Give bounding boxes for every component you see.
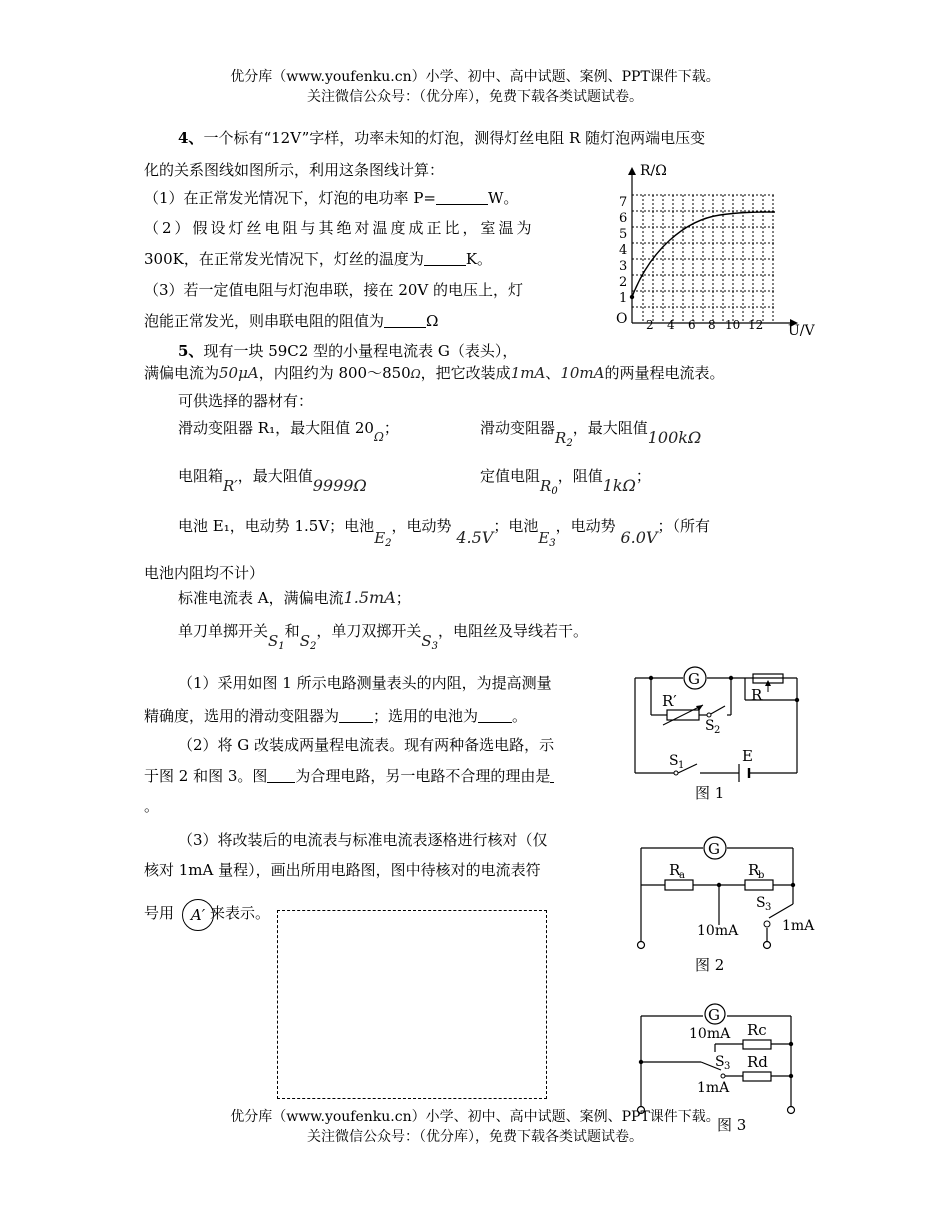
answer-drawing-box[interactable] — [277, 910, 547, 1099]
switch-and: 和 — [284, 622, 300, 640]
footer-line-2: 关注微信公众号：（优分库），免费下载各类试题试卷。 — [307, 1129, 643, 1145]
ammeter-value: 1.5mA — [343, 588, 396, 607]
figure-1-caption: 图 1 — [695, 784, 725, 802]
fig2-g-label: G — [708, 840, 720, 858]
fig1-e-label: E — [742, 747, 753, 765]
resistor-rb — [745, 880, 773, 890]
header-line-2: 关注微信公众号：（优分库），免费下载各类试题试卷。 — [307, 89, 643, 105]
range-10ma: 10mA — [560, 364, 605, 382]
q5-part-1-a: （1）采用如图 1 所示电路测量表头的内阻，为提高测量 — [178, 674, 552, 692]
q4-part-2-a: （2）假设灯丝电阻与其绝对温度成正比，室温为 — [144, 219, 535, 237]
ohm-symbol: Ω — [410, 367, 421, 381]
graph-origin: O — [616, 311, 628, 327]
equipment-r0-a: 定值电阻 — [480, 467, 541, 485]
x-tick-12: 12 — [748, 318, 764, 332]
resistor-rc — [743, 1040, 771, 1049]
battery-note: ；（所有 — [657, 517, 710, 535]
q5-part-2-d: 。 — [144, 797, 160, 815]
q5-part-3-a: （3）将改装后的电流表与标准电流表逐格进行核对（仅 — [178, 831, 548, 849]
q5-equipment-intro: 可供选择的器材有： — [178, 392, 314, 410]
y-tick-7: 7 — [619, 195, 628, 210]
equipment-r0 — [480, 466, 651, 502]
x-tick-8: 8 — [708, 318, 716, 332]
fig1-rprime-label: R′ — [662, 692, 677, 710]
footer-line-1: 优分库（www.youfenku.cn）小学、初中、高中试题、案例、PPT课件下载。 — [230, 1109, 720, 1125]
equipment-r2 — [480, 418, 701, 454]
fig1-r-label: R — [751, 686, 763, 704]
q5-line-2 — [144, 363, 724, 384]
answer-blank[interactable] — [424, 251, 466, 266]
fig2-rb-sub: b — [758, 870, 765, 881]
fig2-s3-sub: 3 — [765, 902, 772, 913]
r1-ohm-symbol: Ω — [373, 430, 384, 444]
q4-number: 4、 — [178, 129, 204, 147]
r0-value: 1kΩ — [602, 476, 636, 495]
q5-number: 5、 — [178, 342, 204, 360]
ammeter-a-prime-symbol: A′ — [182, 899, 214, 931]
q4-part-3-c: Ω — [426, 312, 439, 330]
fig2-10ma-label: 10mA — [697, 923, 739, 939]
equipment-r1-end: ； — [383, 419, 399, 437]
box-symbol: R′ — [223, 477, 238, 495]
s3-subscript: 3 — [431, 641, 439, 652]
fig1-s1-label: S — [669, 753, 679, 769]
q5-stem-2a: 满偏电流为 — [144, 364, 220, 382]
q5-part-3-d: 来表示。 — [210, 904, 271, 922]
r2-value: 100kΩ — [647, 428, 702, 447]
switch-text-a: 单刀单掷开关 — [178, 622, 269, 640]
q5-part-2-c: 为合理电路，另一电路不合理的理由是 — [295, 767, 551, 785]
equipment-switches — [178, 621, 588, 657]
full-scale-current: 50μA — [219, 364, 259, 382]
battery-e1: 电池 E₁，电动势 1.5V；电池 — [178, 517, 375, 535]
equipment-box-a: 电阻箱 — [178, 467, 224, 485]
x-tick-4: 4 — [667, 318, 675, 332]
r0-subscript: 0 — [551, 486, 558, 497]
equipment-box-b: ，最大阻值 — [237, 467, 313, 485]
q5-stem-1: 现有一块 59C2 型的小量程电流表 G（表头）， — [203, 342, 518, 360]
y-tick-3: 3 — [619, 259, 628, 274]
r2-subscript: 2 — [566, 438, 573, 449]
q5-stem-2c: ，把它改装成 — [420, 364, 511, 382]
q4-stem-1: 一个标有“12V”字样，功率未知的灯泡，测得灯丝电阻 R 随灯泡两端电压变 — [203, 129, 706, 147]
resistor-rd — [743, 1072, 771, 1081]
fig3-s3-sub: 3 — [724, 1061, 731, 1072]
fig2-ra-label: R — [669, 861, 681, 879]
q5-part-1 — [144, 706, 527, 726]
ammeter-text: 标准电流表 A，满偏电流 — [178, 589, 344, 607]
equipment-batteries — [178, 516, 710, 554]
q4-part-1 — [144, 188, 518, 208]
fig3-1ma-label: 1mA — [697, 1080, 730, 1096]
q5-part-2 — [144, 766, 554, 786]
answer-blank[interactable] — [267, 768, 295, 783]
r0-symbol: R — [540, 477, 552, 495]
x-axis-label: U/V — [788, 323, 815, 339]
equipment-r1-text: 滑动变阻器 R₁，最大阻值 20 — [178, 419, 374, 437]
q5-part-1-d: 。 — [512, 707, 528, 725]
equipment-r0-b: ，阻值 — [557, 467, 603, 485]
curve-start-point — [630, 295, 634, 299]
e2-subscript: 2 — [385, 538, 392, 549]
range-1ma: 1mA — [510, 364, 546, 382]
battery-note-end: 电池内阻均不计） — [144, 564, 265, 582]
s2-subscript: 2 — [309, 641, 317, 652]
x-tick-6: 6 — [688, 318, 696, 332]
fig2-1ma-label: 1mA — [782, 918, 815, 934]
figure-2-caption: 图 2 — [695, 956, 725, 974]
fig3-g-label: G — [708, 1006, 720, 1024]
y-tick-5: 5 — [619, 227, 628, 242]
q4-part-3-b: 泡能正常发光，则串联电阻的阻值为 — [144, 312, 385, 330]
q5-part-3-c: 号用 — [144, 904, 175, 922]
switch-text-c: ，电阻丝及导线若干。 — [438, 622, 589, 640]
q4-part-3-a: （3）若一定值电阻与灯泡串联，接在 20V 的电压上，灯 — [144, 281, 524, 299]
fig2-ra-sub: a — [679, 870, 685, 881]
e2-value: 4.5V — [456, 528, 494, 547]
q5-stem-2d: 的两量程电流表。 — [604, 364, 725, 382]
box-value: 9999Ω — [312, 476, 367, 495]
fig2-terminal-right — [764, 942, 771, 949]
y-tick-2: 2 — [619, 275, 628, 290]
y-axis-arrow-icon — [628, 167, 636, 175]
equipment-r1 — [178, 418, 399, 447]
fig3-rd-label: Rd — [747, 1053, 768, 1071]
equipment-ammeter — [178, 588, 411, 608]
fig3-rc-label: Rc — [747, 1021, 767, 1039]
equipment-box — [178, 466, 367, 496]
q4-part-2-b: 300K，在正常发光情况下，灯丝的温度为 — [144, 250, 424, 268]
q5-part-3-b: 核对 1mA 量程），画出所用电路图，图中待核对的电流表符 — [144, 861, 541, 879]
q5-part-1-b: 精确度，选用的滑动变阻器为 — [144, 707, 340, 725]
r2-symbol: R — [555, 429, 567, 447]
y-tick-6: 6 — [619, 211, 628, 226]
answer-blank[interactable] — [436, 190, 488, 205]
battery-e3-emf: ，电动势 — [555, 517, 616, 535]
fig1-s1-sub: 1 — [678, 760, 685, 771]
r-u-graph — [610, 155, 825, 340]
range-separator: 、 — [545, 364, 561, 382]
figure-2-circuit — [625, 830, 825, 980]
fig2-s3-label: S — [756, 895, 766, 911]
q4-part-2-c: K。 — [465, 250, 493, 268]
answer-blank[interactable] — [478, 708, 512, 723]
s3-symbol: S — [421, 632, 432, 650]
y-tick-1: 1 — [619, 291, 628, 306]
q4-line-1 — [178, 128, 705, 148]
q4-part-2 — [144, 249, 492, 269]
fig2-rb-label: R — [748, 861, 760, 879]
battery-e2-emf: ，电动势 — [391, 517, 452, 535]
figure-1-circuit — [625, 660, 815, 810]
fig1-g-label: G — [688, 670, 700, 688]
x-tick-10: 10 — [725, 318, 741, 332]
fig2-terminal-left — [638, 942, 645, 949]
answer-blank[interactable] — [550, 768, 554, 783]
header-line-1: 优分库（www.youfenku.cn）小学、初中、高中试题、案例、PPT课件下载。 — [230, 69, 720, 85]
y-tick-4: 4 — [619, 243, 628, 258]
e3-value: 6.0V — [620, 528, 658, 547]
q5-part-1-c: ；选用的电池为 — [373, 707, 479, 725]
figure-3-caption: 图 3 — [717, 1116, 747, 1134]
equipment-r2-b: ，最大阻值 — [572, 419, 648, 437]
q4-part-1-b: W。 — [487, 189, 519, 207]
fig1-s2-sub: 2 — [714, 725, 721, 736]
resistor-ra — [665, 880, 693, 890]
s1-symbol: S — [268, 632, 279, 650]
answer-blank[interactable] — [384, 313, 426, 328]
q4-part-1-a: （1）在正常发光情况下，灯泡的电功率 P= — [144, 189, 436, 207]
q5-part-2-b: 于图 2 和图 3。图 — [144, 767, 268, 785]
fig1-s2-label: S — [705, 718, 715, 734]
s2-symbol: S — [299, 632, 310, 650]
ammeter-end: ； — [395, 589, 411, 607]
equipment-r2-a: 滑动变阻器 — [480, 419, 556, 437]
x-tick-2: 2 — [646, 318, 654, 332]
switch-text-b: ，单刀双掷开关 — [316, 622, 422, 640]
equipment-r0-c: ； — [635, 467, 651, 485]
q4-stem-2: 化的关系图线如图所示，利用这条图线计算： — [144, 161, 445, 179]
fig3-s3-label: S — [715, 1054, 725, 1070]
y-axis-label: R/Ω — [640, 163, 667, 179]
battery-e3: ；电池 — [493, 517, 539, 535]
e2-symbol: E — [374, 529, 386, 547]
q5-part-2-a: （2）将 G 改装成两量程电流表。现有两种备选电路，示 — [178, 736, 555, 754]
answer-blank[interactable] — [339, 708, 373, 723]
q5-stem-2b: ，内阻约为 800～850 — [258, 364, 411, 382]
fig3-10ma-label: 10mA — [689, 1026, 731, 1042]
q4-part-3 — [144, 311, 438, 331]
e3-symbol: E — [538, 529, 550, 547]
s1-subscript: 1 — [278, 641, 285, 652]
e3-subscript: 3 — [549, 538, 556, 549]
q5-line-1 — [178, 341, 517, 361]
